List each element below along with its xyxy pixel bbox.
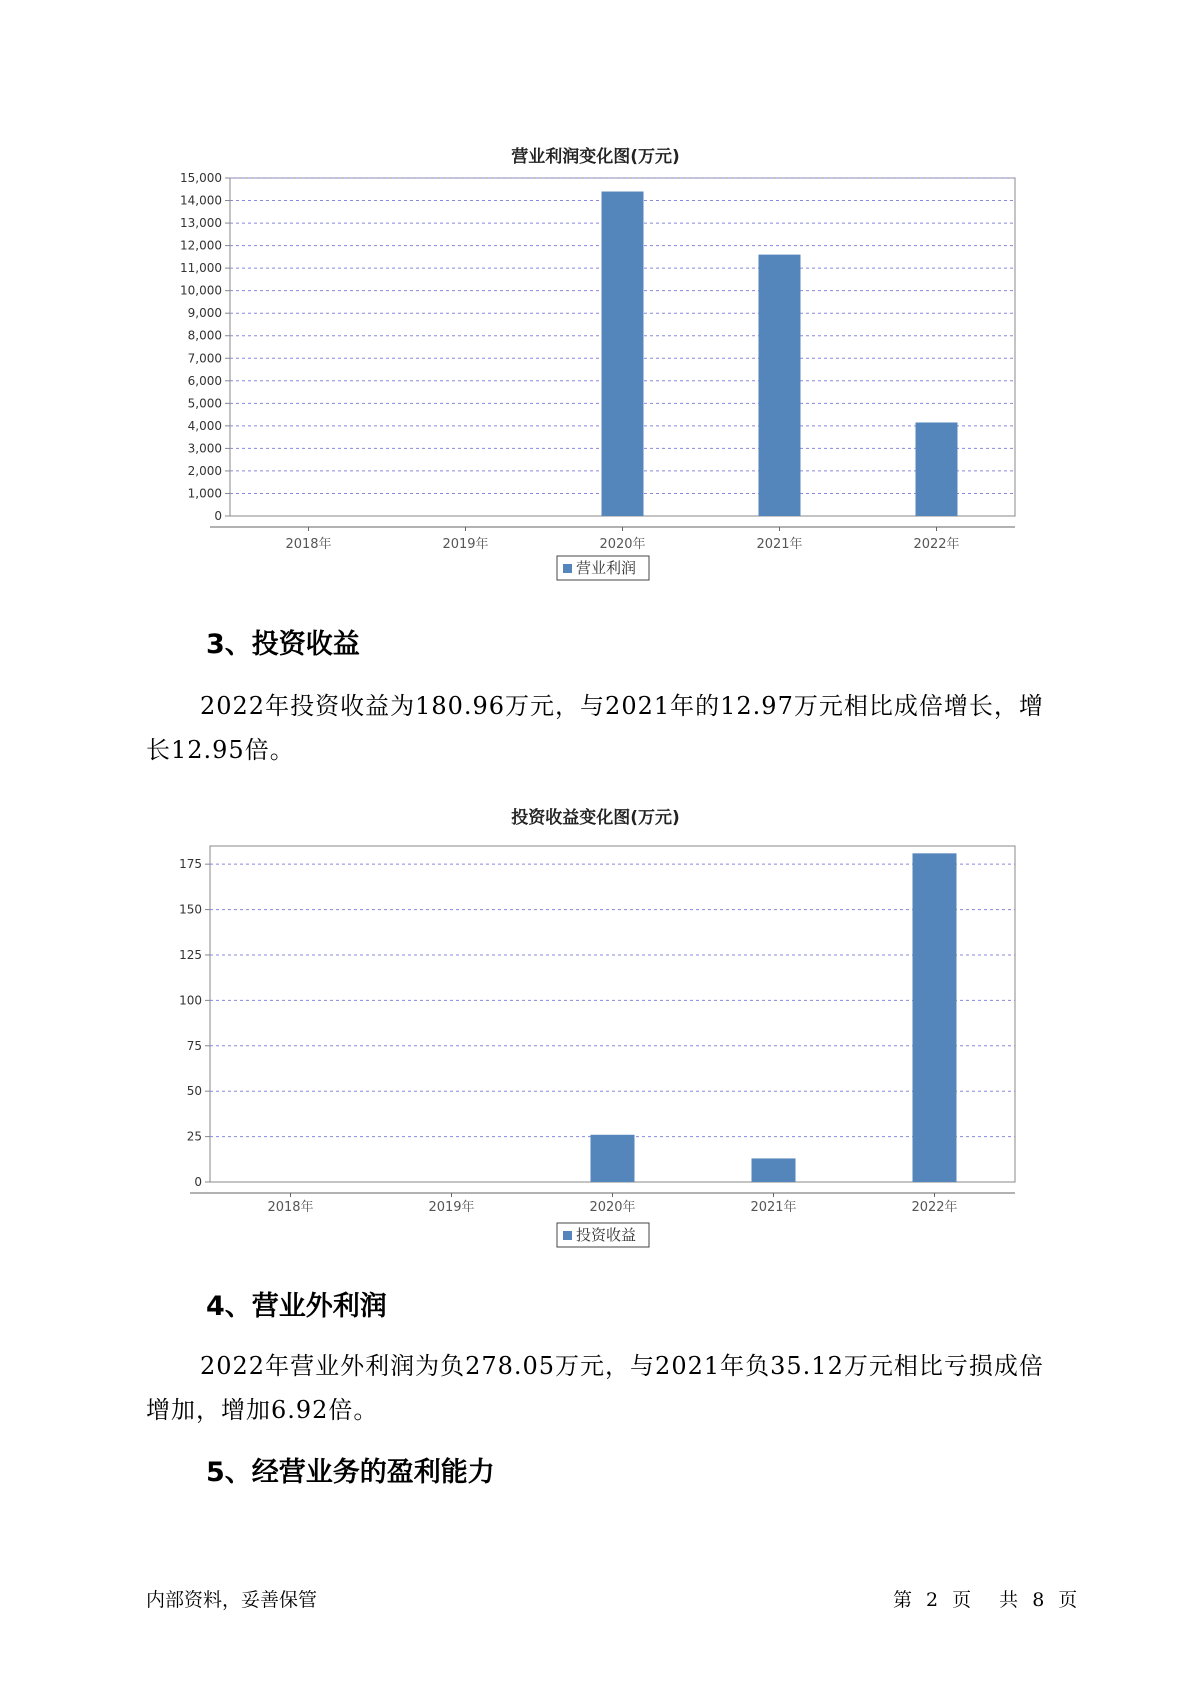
y-tick-label: 75 bbox=[186, 1038, 202, 1053]
x-tick-label: 2019年 bbox=[442, 537, 489, 552]
y-tick-label: 8,000 bbox=[187, 328, 222, 343]
y-tick-label: 7,000 bbox=[187, 351, 222, 366]
y-tick-label: 2,000 bbox=[187, 463, 222, 478]
section-heading-non-operating-profit: 4、营业外利润 bbox=[206, 1291, 387, 1322]
x-tick-label: 2021年 bbox=[756, 537, 803, 552]
section-heading-investment-income: 3、投资收益 bbox=[206, 629, 360, 660]
y-tick-label: 3,000 bbox=[187, 441, 222, 456]
x-tick-label: 2022年 bbox=[913, 537, 960, 552]
section-paragraph-investment-income: 2022年投资收益为180.96万元，与2021年的12.97万元相比成倍增长，增长12.95倍。 bbox=[146, 692, 1044, 764]
y-tick-label: 100 bbox=[179, 993, 202, 1008]
bar bbox=[591, 1135, 635, 1182]
y-tick-label: 6,000 bbox=[187, 373, 222, 388]
y-tick-label: 5,000 bbox=[187, 396, 222, 411]
legend bbox=[557, 556, 649, 580]
y-tick-label: 9,000 bbox=[187, 306, 222, 321]
bar bbox=[602, 192, 644, 516]
chart-title-investment-income: 投资收益变化图(万元) bbox=[511, 808, 680, 828]
x-tick-label: 2022年 bbox=[911, 1200, 958, 1215]
y-tick-label: 10,000 bbox=[180, 283, 222, 298]
section-paragraph-non-operating-profit: 2022年营业外利润为负278.05万元，与2021年负35.12万元相比亏损成倍增加，增加6.92倍。 bbox=[146, 1352, 1044, 1424]
legend-swatch bbox=[563, 564, 572, 573]
chart-title-operating-profit: 营业利润变化图(万元) bbox=[511, 147, 680, 167]
x-tick-label: 2021年 bbox=[750, 1200, 797, 1215]
operating-profit-chart bbox=[0, 170, 1191, 590]
x-tick-label: 2018年 bbox=[285, 537, 332, 552]
bar bbox=[759, 255, 801, 516]
y-tick-label: 12,000 bbox=[180, 238, 222, 253]
y-tick-label: 11,000 bbox=[180, 261, 222, 276]
y-tick-label: 0 bbox=[214, 509, 222, 523]
x-tick-label: 2020年 bbox=[599, 537, 646, 552]
y-tick-label: 175 bbox=[179, 857, 202, 872]
y-tick-label: 1,000 bbox=[187, 486, 222, 501]
y-tick-label: 13,000 bbox=[180, 216, 222, 231]
bar bbox=[752, 1158, 796, 1182]
y-tick-label: 50 bbox=[186, 1084, 202, 1099]
legend bbox=[557, 1223, 649, 1247]
y-tick-label: 125 bbox=[179, 947, 202, 962]
footer-confidential-note: 内部资料，妥善保管 bbox=[146, 1589, 318, 1611]
investment-income-chart bbox=[0, 830, 1191, 1250]
x-tick-label: 2020年 bbox=[589, 1200, 636, 1215]
legend-label: 投资收益 bbox=[576, 1226, 637, 1244]
x-tick-label: 2019年 bbox=[428, 1200, 475, 1215]
footer-page-number: 第 2 页 共 8 页 bbox=[893, 1589, 1078, 1611]
y-tick-label: 150 bbox=[179, 902, 202, 917]
y-tick-label: 0 bbox=[194, 1175, 202, 1189]
x-tick-label: 2018年 bbox=[267, 1200, 314, 1215]
legend-label: 营业利润 bbox=[576, 559, 637, 577]
bar bbox=[916, 422, 958, 516]
y-tick-label: 14,000 bbox=[180, 193, 222, 208]
bar bbox=[913, 853, 957, 1182]
plot-frame bbox=[210, 846, 1015, 1182]
y-tick-label: 25 bbox=[186, 1129, 202, 1144]
legend-swatch bbox=[563, 1231, 572, 1240]
y-tick-label: 4,000 bbox=[187, 418, 222, 433]
y-tick-label: 15,000 bbox=[180, 171, 222, 185]
section-heading-business-profitability: 5、经营业务的盈利能力 bbox=[206, 1457, 495, 1488]
